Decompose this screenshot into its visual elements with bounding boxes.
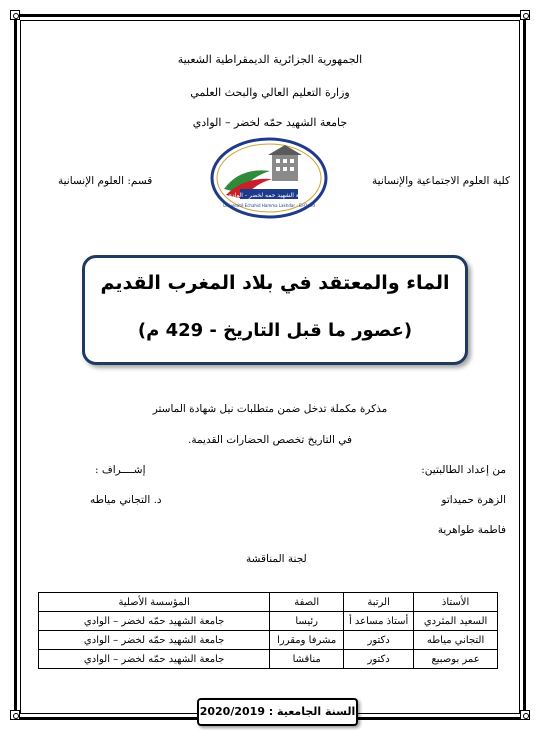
corner-ornament bbox=[520, 10, 530, 20]
table-row bbox=[39, 631, 498, 650]
memo-line-2: في التاريخ تخصص الحضارات القديمة. bbox=[187, 434, 353, 446]
table-header-cell: الرتبة bbox=[344, 593, 414, 612]
table-header-cell: الأستاذ bbox=[414, 593, 498, 612]
supervision-label: إشــــراف : bbox=[95, 464, 146, 476]
header-ministry: وزارة التعليم العالي والبحث العلمي bbox=[190, 86, 350, 99]
logo-arabic-text: جامعة الشهيد حمه لخضر - الوادي bbox=[227, 192, 311, 199]
committee-label: لجنة المناقشة bbox=[246, 553, 307, 565]
corner-ornament bbox=[10, 10, 20, 20]
logo-latin-text: Université Echahid Hamma Lakhdar - El-Oued bbox=[223, 203, 315, 208]
corner-ornament bbox=[10, 710, 20, 720]
memo-line-1: مذكرة مكملة تدخل ضمن متطلبات نيل شهادة الماستر bbox=[152, 403, 388, 415]
table-cell: السعيد المثردي bbox=[414, 612, 498, 631]
table-row bbox=[39, 650, 498, 669]
table-cell: أستاذ مساعد أ bbox=[344, 612, 414, 631]
thesis-title-box bbox=[82, 255, 468, 365]
thesis-title: الماء والمعتقد في بلاد المغرب القديم bbox=[100, 272, 450, 294]
thesis-subtitle: (عصور ما قبل التاريخ - 429 م) bbox=[137, 320, 413, 341]
table-cell: مشرفا ومقررا bbox=[270, 631, 344, 650]
header-republic: الجمهورية الجزائرية الديمقراطية الشعبية bbox=[177, 53, 363, 66]
academic-year-box: السنة الجامعية : 2020/2019 bbox=[197, 698, 358, 726]
faculty-name: كلية العلوم الاجتماعية والإنسانية bbox=[372, 175, 510, 187]
table-cell: جامعة الشهيد حمّه لخضر – الوادي bbox=[39, 650, 270, 669]
table-cell: دكتور bbox=[344, 650, 414, 669]
table-header-cell: المؤسسة الأصلية bbox=[39, 593, 270, 612]
table-cell: مناقشا bbox=[270, 650, 344, 669]
table-cell: جامعة الشهيد حمّه لخضر – الوادي bbox=[39, 631, 270, 650]
table-cell: دكتور bbox=[344, 631, 414, 650]
corner-ornament bbox=[520, 710, 530, 720]
student-name: الزهرة حميداتو bbox=[441, 494, 506, 506]
table-cell: رئيسا bbox=[270, 612, 344, 631]
prepared-by-label: من إعداد الطالبتين: bbox=[421, 464, 506, 476]
table-cell: جامعة الشهيد حمّه لخضر – الوادي bbox=[39, 612, 270, 631]
table-cell: التجاني مياطه bbox=[414, 631, 498, 650]
supervisor-name: د. التجاني مياطه bbox=[90, 494, 162, 506]
department-name: قسم: العلوم الإنسانية bbox=[58, 175, 153, 187]
university-logo bbox=[210, 137, 328, 219]
committee-table bbox=[38, 592, 498, 669]
table-header-cell: الصفة bbox=[270, 593, 344, 612]
table-header-row bbox=[39, 593, 498, 612]
table-cell: عمر بوصبيع bbox=[414, 650, 498, 669]
header-university: جامعة الشهيد حمّه لخضر – الوادي bbox=[192, 116, 348, 129]
student-name: فاطمة طواهرية bbox=[437, 524, 506, 536]
table-row bbox=[39, 612, 498, 631]
